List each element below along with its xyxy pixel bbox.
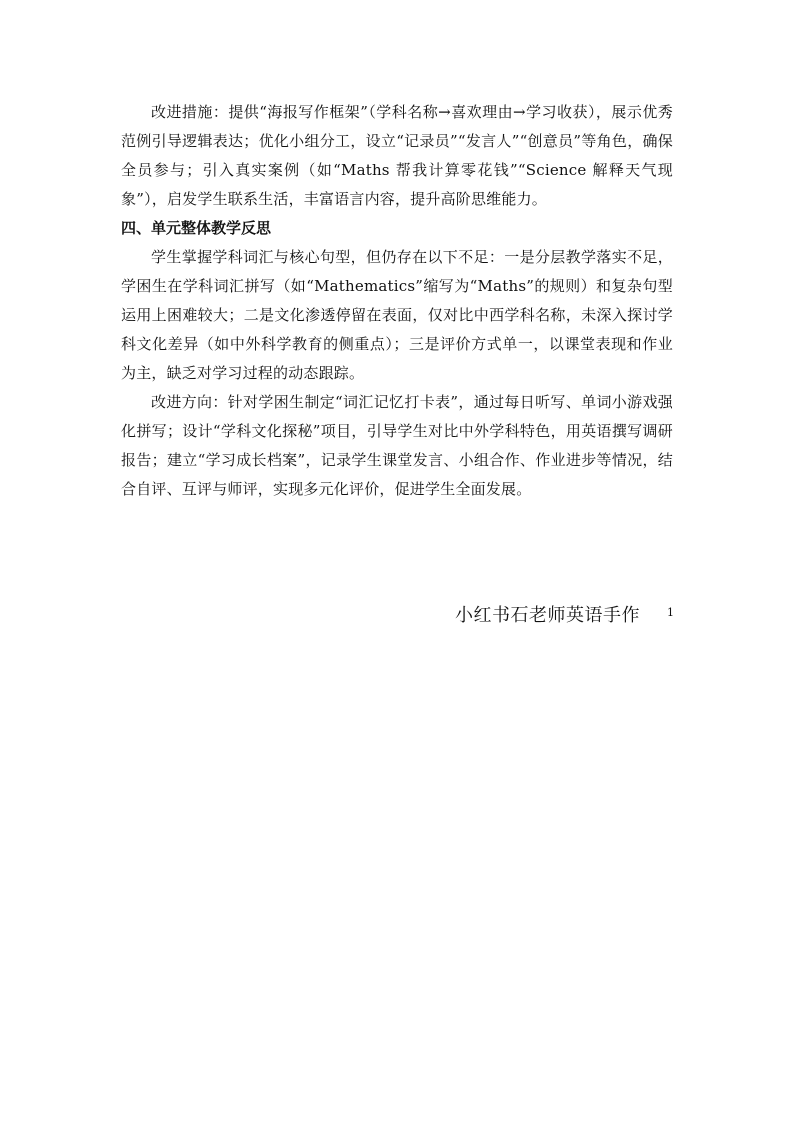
improvement-measures-paragraph: 改进措施：提供“海报写作框架”（学科名称→喜欢理由→学习收获），展示优秀范例引导逻辑表达；优化小组分工，设立“记录员”“发言人”“创意员”等角色，确保全员参与；引入真实案例（如“Maths 帮我计算零花钱”“Science 解释天气现象”），启发学生联系生活，丰富语言内容，提升高阶思维能力。 bbox=[121, 103, 673, 208]
reflection-paragraph: 学生掌握学科词汇与核心句型，但仍存在以下不足：一是分层教学落实不足，学困生在学科词汇拼写（如“Mathematics”缩写为“Maths”的规则）和复杂句型运用上困难较大；二是文化渗透停留在表面，仅对比中西学科名称，未深入探讨学科文化差异（如中外科学教育的侧重点）；三是评价方式单一，以课堂表现和作业为主，缺乏对学习过程的动态跟踪。 bbox=[121, 248, 673, 382]
footer-author: 小红书石老师英语手作 bbox=[455, 605, 640, 626]
improvement-direction-paragraph: 改进方向：针对学困生制定“词汇记忆打卡表”，通过每日听写、单词小游戏强化拼写；设计“学科文化探秘”项目，引导学生对比中外学科特色，用英语撰写调研报告；建立“学习成长档案”，记录学生课堂发言、小组合作、作业进步等情况，结合自评、互评与师评，实现多元化评价，促进学生全面发展。 bbox=[121, 393, 673, 498]
section-heading: 四、单元整体教学反思 bbox=[121, 219, 272, 237]
page-number: 1 bbox=[667, 606, 674, 619]
document-body bbox=[121, 98, 673, 504]
